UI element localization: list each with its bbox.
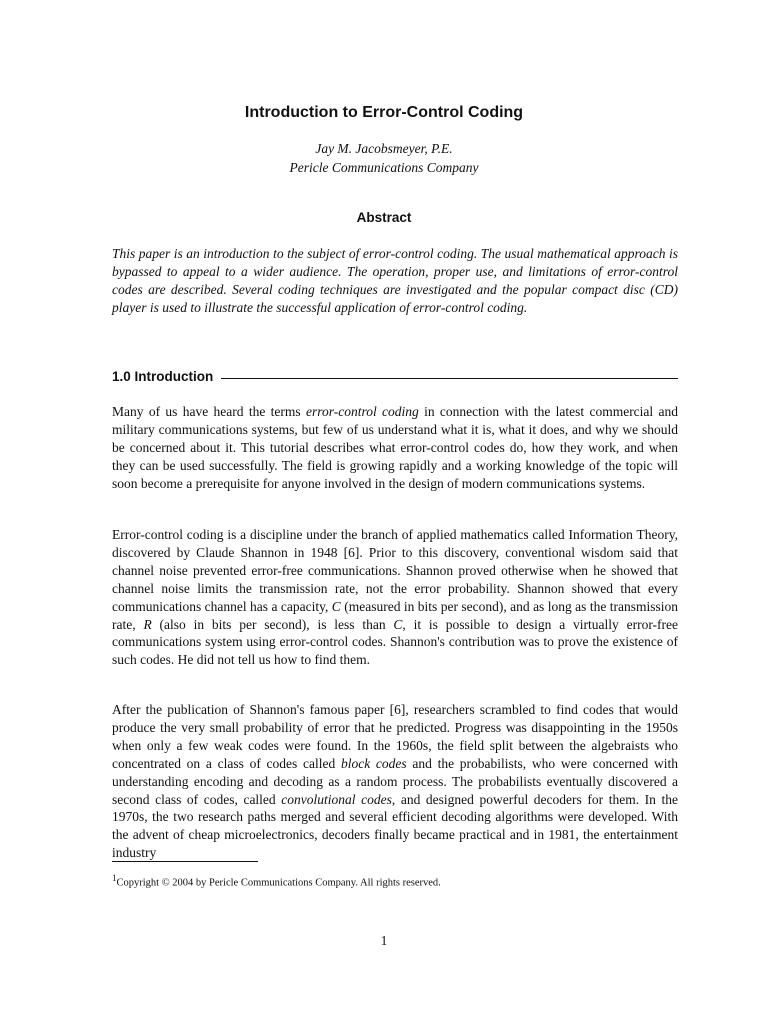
- paragraph-1: Many of us have heard the terms error-control coding in connection with the latest commercial and military communications systems, but few of us understand what it is, what it does, and why we should be concerned about it. This tutorial describes what error-control codes do, how they work, and when they can be used successfully. The field is growing rapidly and a working knowledge of the topic will soon become a prerequisite for anyone involved in the design of modern communications systems.: [112, 404, 678, 491]
- author-name: Jay M. Jacobsmeyer, P.E.: [315, 141, 453, 156]
- page-number: 1: [380, 933, 388, 948]
- abstract-heading: Abstract: [356, 210, 412, 225]
- abstract-text: This paper is an introduction to the subject of error-control coding. The usual mathematical approach is bypassed to appeal to a wider audience. The operation, proper use, and limitations of error-control codes are described. Several coding techniques are investigated and the popular compact disc (CD) player is used to illustrate the successful application of error-control coding.: [112, 246, 678, 315]
- paragraph-3: After the publication of Shannon's famous paper [6], researchers scrambled to find codes that would produce the very small probability of error that he predicted. Progress was disappointing in the 1950s when only a few weak codes were found. In the 1960s, the field split between the algebraists who concentrated on a class of codes called block codes and the probabilists, who were concerned with understanding encoding and decoding as a random process. The probabilists eventually discovered a second class of codes, called convolutional codes, and designed powerful decoders for them. In the 1970s, the two research paths merged and several efficient decoding algorithms were developed. With the advent of cheap microelectronics, decoders finally became practical and in 1981, the entertainment industry: [112, 702, 678, 861]
- author-affiliation: Pericle Communications Company: [289, 160, 479, 175]
- section-heading-label: 1.0 Introduction: [112, 369, 214, 384]
- footnote-mark: 1: [112, 873, 117, 883]
- paragraph-2: Error-control coding is a discipline under the branch of applied mathematics called Information Theory, discovered by Claude Shannon in 1948 [6]. Prior to this discovery, conventional wisdom said that channel noise prevented error-free communications. Shannon proved otherwise when he showed that channel noise limits the transmission rate, not the error probability. Shannon showed that every communications channel has a capacity, C (measured in bits per second), and as long as the transmission rate, R (also in bits per second), is less than C, it is possible to design a virtually error-free communications system using error-control codes. Shannon's contribution was to prove the existence of such codes. He did not tell us how to find them.: [112, 527, 679, 668]
- footnote-text: Copyright © 2004 by Pericle Communications Company. All rights reserved.: [116, 877, 441, 889]
- section-heading-rule: [221, 378, 678, 379]
- footnote-divider: [112, 861, 258, 862]
- paper-title: Introduction to Error-Control Coding: [244, 104, 524, 121]
- section-heading: [112, 368, 678, 386]
- footnote: [112, 871, 678, 891]
